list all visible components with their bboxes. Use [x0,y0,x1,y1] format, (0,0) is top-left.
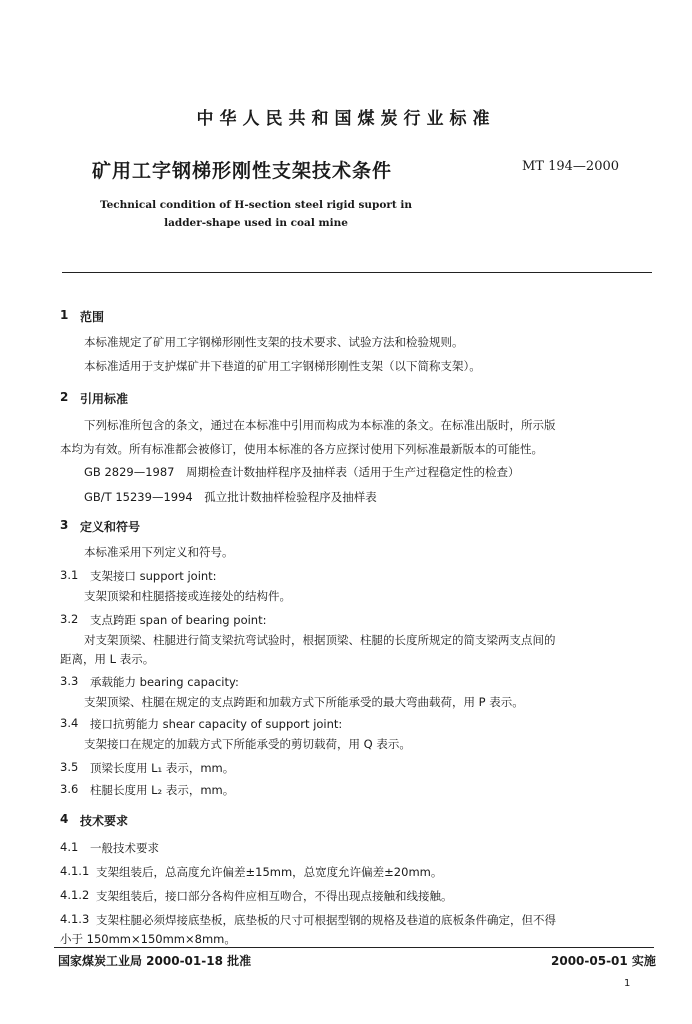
clause-3-5-text: 顶梁长度用 L₁ 表示，mm。 [90,761,235,775]
clause-4-1-2-number: 4.1.2 [60,888,90,902]
clause-3-3-definition: 支架顶梁、柱腿在规定的支点跨距和加载方式下所能承受的最大弯曲载荷，用 P 表示。 [84,695,524,709]
section-3-intro: 本标准采用下列定义和符号。 [84,545,234,559]
clause-4-1-3-text-line2: 小于 150mm×150mm×8mm。 [60,932,236,946]
section-3-title: 定义和符号 [80,520,141,534]
clause-3-5-number: 3.5 [60,760,79,774]
issuing-category: 中华人民共和国煤炭行业标准 [196,109,496,129]
approval-note: 国家煤炭工业局 2000-01-18 批准 [58,954,252,968]
section-2-title: 引用标准 [80,392,129,406]
section-2-number: 2 [60,390,69,404]
clause-3-2-term: 支点跨距 span of bearing point: [90,613,267,627]
document-title-en-line1: Technical condition of H-section steel rigid suport in [99,199,412,211]
clause-3-2-definition-line1: 对支架顶梁、柱腿进行简支梁抗弯试验时，根据顶梁、柱腿的长度所规定的简支梁两支点间的 [84,633,556,647]
clause-4-1-2-text: 支架组装后，接口部分各构件应相互吻合，不得出现点接触和线接触。 [96,889,453,903]
section-2-paragraph-line2: 本均为有效。所有标准都会被修订，使用本标准的各方应探讨使用下列标准最新版本的可能性。 [60,442,543,456]
clause-3-1-term: 支架接口 support joint: [90,569,217,583]
clause-4-1-number: 4.1 [60,840,79,854]
footer-rule [54,947,654,948]
section-1-title: 范围 [80,310,105,324]
section-1-paragraph-1: 本标准规定了矿用工字钢梯形刚性支架的技术要求、试验方法和检验规则。 [84,335,464,349]
clause-4-1-3-number: 4.1.3 [60,912,90,926]
clause-4-1-1-text: 支架组装后，总高度允许偏差±15mm，总宽度允许偏差±20mm。 [96,865,443,879]
page-number: 1 [624,978,631,989]
section-4-number: 4 [60,812,69,826]
implementation-date: 2000-05-01 实施 [551,954,656,968]
clause-3-1-definition: 支架顶梁和柱腿搭接或连接处的结构件。 [84,589,291,603]
reference-standard-2: GB/T 15239—1994 孤立批计数抽样检验程序及抽样表 [84,490,377,504]
clause-3-6-number: 3.6 [60,782,79,796]
clause-3-2-number: 3.2 [60,612,79,626]
clause-3-4-definition: 支架接口在规定的加载方式下所能承受的剪切载荷，用 Q 表示。 [84,737,411,751]
document-title-en-line2: ladder-shape used in coal mine [164,217,348,229]
section-2-paragraph-line1: 下列标准所包含的条文，通过在本标准中引用而构成为本标准的条文。在标准出版时，所示版 [84,418,556,432]
section-1-paragraph-2: 本标准适用于支护煤矿井下巷道的矿用工字钢梯形刚性支架（以下简称支架）。 [84,359,481,373]
clause-4-1-3-text-line1: 支架柱腿必须焊接底垫板，底垫板的尺寸可根据型钢的规格及巷道的底板条件确定，但不得 [96,913,556,927]
clause-3-4-number: 3.4 [60,716,79,730]
clause-3-3-term: 承载能力 bearing capacity: [90,675,239,689]
header-rule [62,272,652,273]
section-4-title: 技术要求 [80,814,129,828]
clause-3-3-number: 3.3 [60,674,79,688]
section-3-number: 3 [60,518,69,532]
clause-3-2-definition-line2: 距离，用 L 表示。 [60,652,155,666]
document-title-cn: 矿用工字钢梯形刚性支架技术条件 [92,160,393,182]
clause-4-1-1-number: 4.1.1 [60,864,90,878]
section-1-number: 1 [60,308,69,322]
clause-3-1-number: 3.1 [60,568,79,582]
reference-standard-1: GB 2829—1987 周期检查计数抽样程序及抽样表（适用于生产过程稳定性的检查） [84,465,520,479]
clause-3-6-text: 柱腿长度用 L₂ 表示，mm。 [90,783,235,797]
standard-number: MT 194—2000 [522,159,620,174]
clause-4-1-title: 一般技术要求 [90,841,159,855]
clause-3-4-term: 接口抗剪能力 shear capacity of support joint: [90,717,343,731]
